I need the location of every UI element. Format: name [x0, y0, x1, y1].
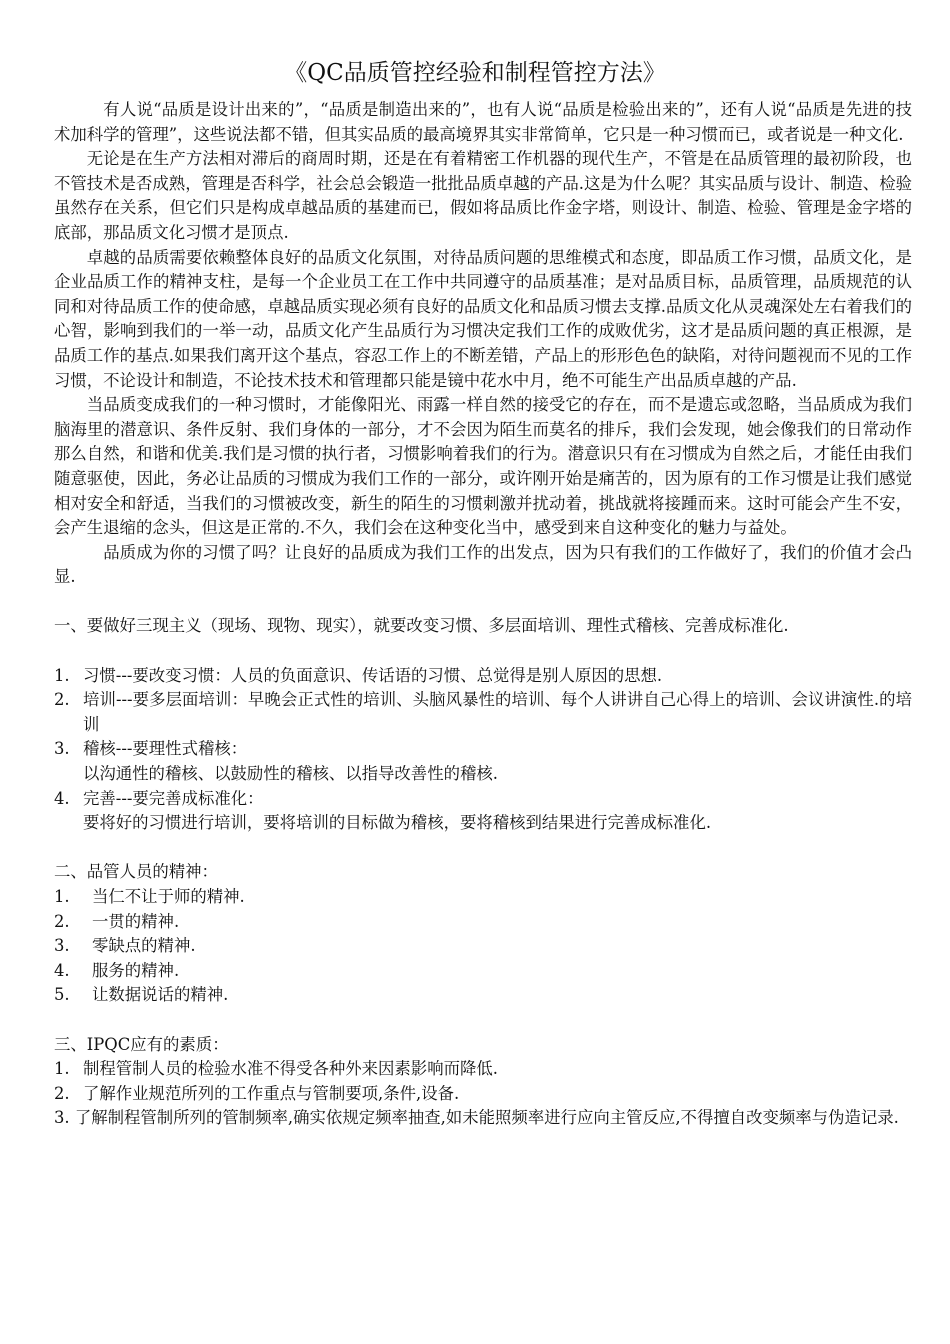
paragraph-2: 无论是在生产方法相对滞后的商周时期，还是在有着精密工作机器的现代生产，不管是在品质管理的最初阶段，也不管技术是否成熟，管理是否科学，社会总会锻造一批批品质卓越的产品.这是为什么呢？其实品质与设计、制造、检验虽然存在关系，但它们只是构成卓越品质的基建而已，假如将品质比作金字塔，则设计、制造、检验、管理是金字塔的底部，那品质文化习惯才是顶点.	[54, 149, 912, 242]
item-text: 一贯的精神.	[92, 911, 180, 931]
item-number: 3.	[54, 936, 70, 956]
section-2-item	[54, 885, 912, 910]
item-text: 习惯---要改变习惯：人员的负面意识、传话语的习惯、总觉得是别人原因的思想.	[83, 665, 663, 685]
section-2-item	[54, 910, 912, 935]
item-number: 2.	[54, 690, 70, 710]
section-2-item	[54, 934, 912, 959]
item-text: 完善---要完善成标准化：	[83, 788, 264, 808]
item-text: 制程管制人员的检验水准不得受各种外来因素影响而降低.	[83, 1059, 498, 1079]
section-1-item	[54, 787, 912, 812]
item-number: 3.	[54, 739, 70, 759]
item-number: 3.	[54, 1108, 70, 1128]
item-number: 4.	[54, 788, 70, 808]
section-3-heading: 三、IPQC应有的素质：	[54, 1034, 229, 1054]
document-title: 《QC品质管控经验和制程管控方法》	[284, 60, 666, 86]
section-3-item	[54, 1106, 912, 1131]
paragraph-1: 有人说“品质是设计出来的”，“品质是制造出来的”，也有人说“品质是检验出来的”，还有人说“品质是先进的技术加科学的管理”，这些说法都不错，但其实品质的最高境界其实非常简单，它只是一种习惯而已，或者说是一种文化.	[54, 100, 912, 144]
item-number: 1.	[54, 1059, 70, 1079]
item-number: 1.	[54, 887, 70, 906]
paragraph-3: 卓越的品质需要依赖整体良好的品质文化氛围，对待品质问题的思维模式和态度，即品质工作习惯，品质文化，是企业品质工作的精神支柱，是每一个企业员工在工作中共同遵守的品质基准；是对品质目标，品质管理，品质规范的认同和对待品质工作的使命感，卓越品质实现必须有良好的品质文化和品质习惯去支撑.品质文化从灵魂深处左右着我们的心智，影响到我们的一举一动，品质文化产生品质行为习惯决定我们工作的成败优劣，这才是品质问题的真正根源，是品质工作的基点.如果我们离开这个基点，容忍工作上的不断差错，产品上的形形色色的缺陷，对待问题视而不见的工作习惯，不论设计和制造，不论技术技术和管理都只能是镜中花水中月，绝不可能生产出品质卓越的产品.	[54, 247, 912, 390]
item-text: 服务的精神.	[92, 960, 180, 980]
item-text: 了解作业规范所列的工作重点与管制要项,条件,设备.	[83, 1083, 460, 1103]
item-number: 5.	[54, 985, 70, 1005]
paragraph-5: 品质成为你的习惯了吗？让良好的品质成为我们工作的出发点，因为只有我们的工作做好了，我们的价值才会凸显.	[54, 542, 912, 587]
paragraph-4: 当品质变成我们的一种习惯时，才能像阳光、雨露一样自然的接受它的存在，而不是遗忘或忽略，当品质成为我们脑海里的潜意识、条件反射、我们身体的一部分，才不会因为陌生而莫名的排斥，我们会发现，她会像我们的日常动作那么自然，和谐和优美.我们是习惯的执行者，习惯影响着我们的行为。潜意识只有在习惯成为自然之后，才能任由我们随意驱使，因此，务必让品质的习惯成为我们工作的一部分，或许刚开始是痛苦的，因为原有的工作习惯是让我们感觉相对安全和舒适，当我们的习惯被改变，新生的陌生的习惯刺激并扰动着，挑战就将接踵而来。这时可能会产生不安，会产生退缩的念头，但这是正常的.不久，我们会在这种变化当中，感受到来自这种变化的魅力与益处。	[54, 395, 912, 538]
section-2-item	[54, 983, 912, 1008]
item-text: 让数据说话的精神.	[92, 985, 229, 1005]
section-1-item	[54, 688, 912, 737]
item-text: 当仁不让于师的精神.	[92, 887, 245, 906]
section-2-item	[54, 959, 912, 984]
item-number: 4.	[54, 960, 70, 980]
item-detail: 以沟通性的稽核、以鼓励性的稽核、以指导改善性的稽核.	[83, 764, 498, 784]
section-3-item	[54, 1082, 912, 1107]
item-number: 2.	[54, 911, 70, 931]
section-1-item	[54, 737, 912, 762]
item-text: 稽核---要理性式稽核：	[83, 739, 248, 759]
item-number: 2.	[54, 1083, 70, 1103]
section-1-item	[54, 664, 912, 689]
item-text: 了解制程管制所列的管制频率,确实依规定频率抽查,如未能照频率进行应向主管反应,不得擅自改变频率与伪造记录.	[74, 1108, 899, 1128]
section-3-item	[54, 1057, 912, 1082]
section-1-heading: 一、要做好三现主义（现场、现物、现实），就要改变习惯、多层面培训、理性式稽核、完善成标准化.	[54, 616, 789, 636]
document-body	[54, 98, 912, 1131]
item-text: 培训---要多层面培训：早晚会正式性的培训、头脑风暴性的培训、每个人讲讲自己心得上的培训、会议讲演性.的培训	[83, 690, 912, 734]
item-text: 零缺点的精神.	[92, 936, 196, 956]
section-2-heading: 二、品管人员的精神：	[54, 862, 218, 882]
item-number: 1.	[54, 665, 70, 685]
item-detail: 要将好的习惯进行培训，要将培训的目标做为稽核，要将稽核到结果进行完善成标准化.	[83, 813, 712, 833]
